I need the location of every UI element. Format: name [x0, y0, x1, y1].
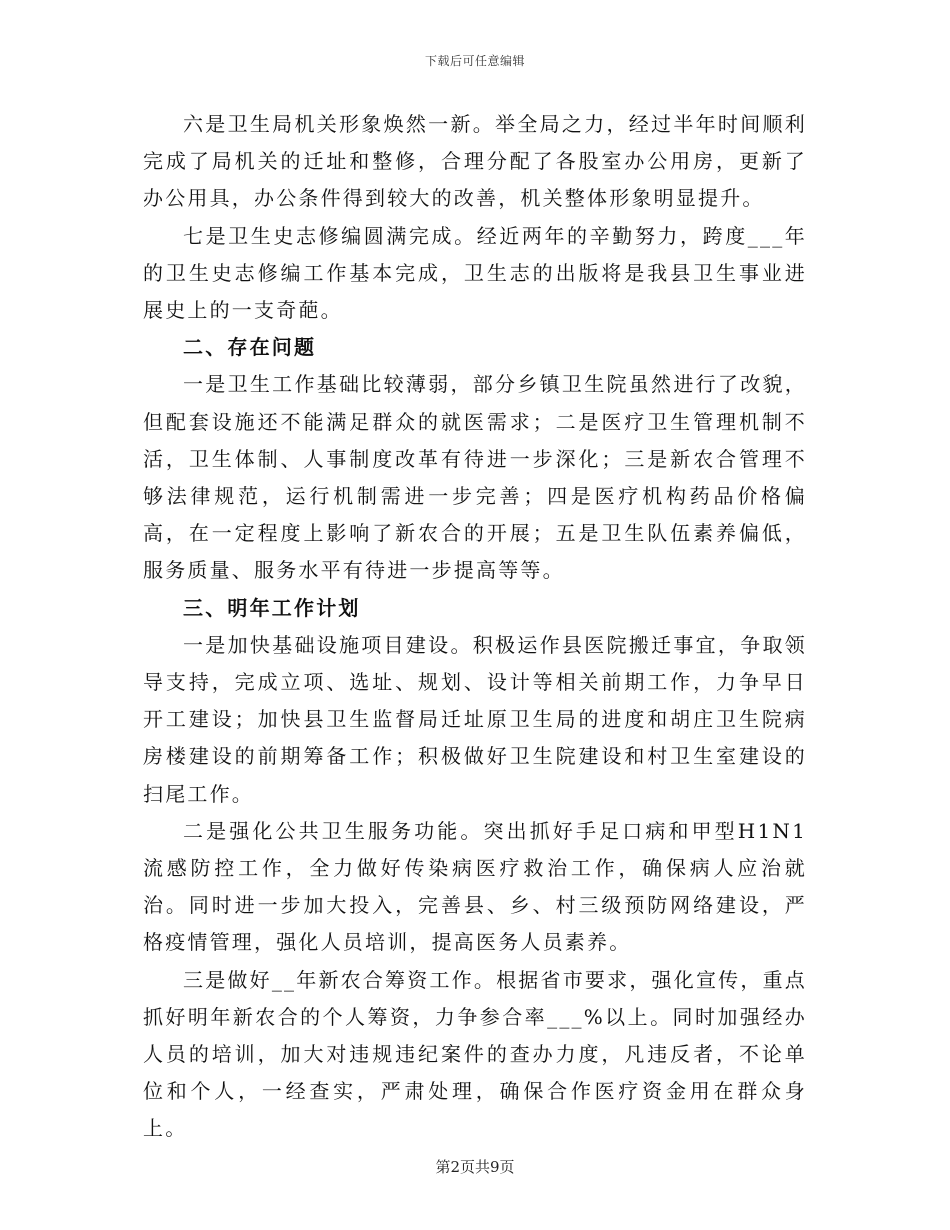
paragraph-history-records: 七是卫生史志修编圆满完成。经近两年的辛勤努力，跨度___年的卫生史志修编工作基本完成，卫生志的出版将是我县卫生事业进展史上的一支奇葩。 [143, 223, 807, 323]
paragraph-rural-cooperative-medical: 三是做好__年新农合筹资工作。根据省市要求，强化宣传，重点抓好明年新农合的个人筹资，力争参合率___%以上。同时加强经办人员的培训，加大对违规违纪案件的查办力度，凡违反者，不论单位和个人，一经查实，严肃处理，确保合作医疗资金用在群众身上。 [143, 967, 807, 1141]
page-header-note: 下载后可任意编辑 [424, 54, 525, 68]
paragraph-agency-image: 六是卫生局机关形象焕然一新。举全局之力，经过半年时间顺利完成了局机关的迁址和整修，合理分配了各股室办公用房，更新了办公用具，办公条件得到较大的改善，机关整体形象明显提升。 [143, 112, 807, 211]
page-number: 第2页共9页 [435, 1158, 515, 1176]
paragraph-infrastructure: 一是加快基础设施项目建设。积极运作县医院搬迁事宜，争取领导支持，完成立项、选址、规划、设计等相关前期工作，力争早日开工建设；加快县卫生监督局迁址原卫生局的进度和胡庄卫生院病房楼建设的前期筹备工作；积极做好卫生院建设和村卫生室建设的扫尾工作。 [143, 632, 807, 806]
paragraph-public-health: 二是强化公共卫生服务功能。突出抓好手足口病和甲型H1N1流感防控工作，全力做好传染病医疗救治工作，确保病人应治就治。同时进一步加大投入，完善县、乡、村三级预防网络建设，严格疫情管理，强化人员培训，提高医务人员素养。 [143, 818, 807, 955]
section-heading-problems: 二、存在问题 [183, 335, 317, 360]
paragraph-problems: 一是卫生工作基础比较薄弱，部分乡镇卫生院虽然进行了改貌，但配套设施还不能满足群众的就医需求；二是医疗卫生管理机制不活，卫生体制、人事制度改革有待进一步深化；三是新农合管理不够法律规范，运行机制需进一步完善；四是医疗机构药品价格偏高，在一定程度上影响了新农合的开展；五是卫生队伍素养偏低，服务质量、服务水平有待进一步提高等等。 [143, 372, 807, 583]
document-body [143, 106, 807, 1148]
section-heading-next-year-plan: 三、明年工作计划 [183, 595, 361, 620]
